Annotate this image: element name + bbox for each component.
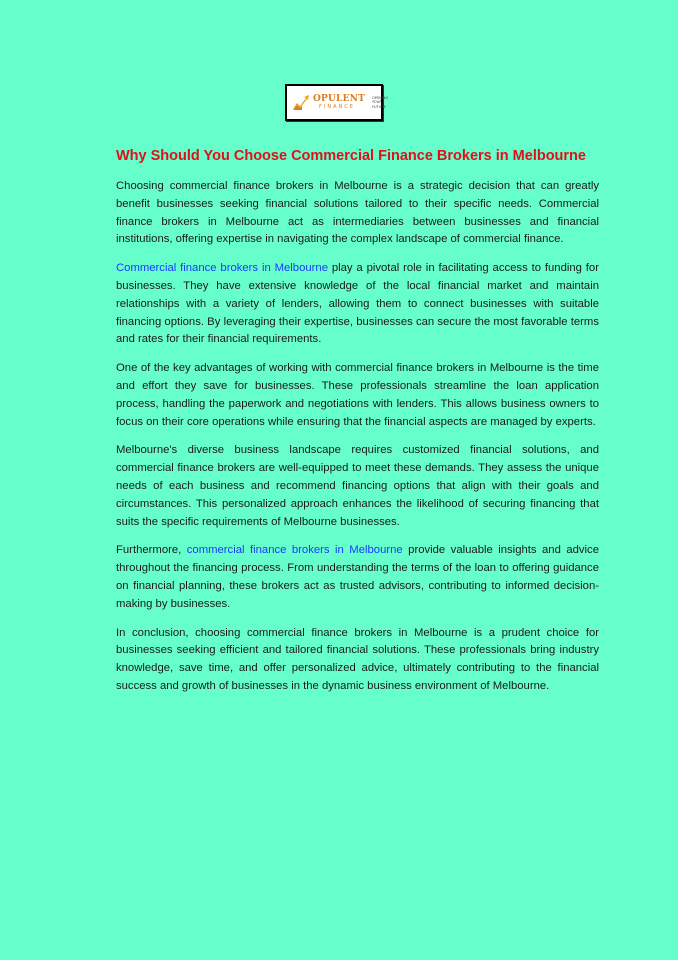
- paragraph-conclusion: In conclusion, choosing commercial finance brokers in Melbourne is a prudent choice for businesses seeking efficient and tailored financial solutions. These professionals bring industry knowledge, save time, and offer personalized advice, ultimately contributing to the financial success and growth of businesses in the dynamic business environment of Melbourne.: [116, 626, 599, 692]
- article-body: [116, 146, 599, 707]
- paragraph-intro: Choosing commercial finance brokers in Melbourne is a strategic decision that can greatly benefit businesses seeking financial solutions tailored to their specific needs. Commercial finance brokers in Melbourne act as intermediaries between businesses and financial institutions, offering expertise in navigating the complex landscape of commercial finance.: [116, 180, 599, 246]
- logo-wordmark: [313, 95, 365, 110]
- paragraph-role-text: play a pivotal role in facilitating access to funding for businesses. They have extensive knowledge of the local financial market and maintain relationships with a variety of lenders, allowing them to connect businesses with suitable financing options. By leveraging their expertise, businesses can secure the most favorable terms and rates for their financial requirements.: [116, 262, 599, 346]
- logo-subname: FINANCE: [319, 104, 355, 110]
- logo-tagline: [372, 96, 388, 109]
- growth-arrow-icon: [291, 93, 311, 113]
- paragraph-advantages: One of the key advantages of working with commercial finance brokers in Melbourne is the time and effort they save for businesses. These professionals streamline the loan application process, handling the paperwork and negotiations with lenders. This allows business owners to focus on their core operations while ensuring that the financial aspects are managed by experts.: [116, 362, 599, 428]
- logo-tagline-line: YOUR: [371, 100, 382, 105]
- article-title: Why Should You Choose Commercial Finance Brokers in Melbourne: [116, 148, 586, 164]
- logo-tagline-line: FUTURE: [371, 104, 386, 109]
- company-logo[interactable]: [285, 84, 389, 121]
- logo-name: OPULENT: [313, 94, 365, 104]
- paragraph-landscape: Melbourne's diverse business landscape requires customized financial solutions, and commercial finance brokers are well-equipped to meet these demands. They assess the unique needs of each business and recommend financing options that align with their goals and circumstances. This personalized approach enhances the likelihood of securing financing that suits the specific requirements of Melbourne businesses.: [116, 444, 599, 528]
- logo-tagline-line: OPENING: [371, 95, 389, 100]
- paragraph-insights: [116, 542, 599, 613]
- brokers-link[interactable]: commercial finance brokers in Melbourne: [186, 544, 403, 557]
- brokers-link[interactable]: Commercial finance brokers in Melbourne: [116, 262, 328, 275]
- paragraph-role: [116, 260, 599, 349]
- paragraph-insights-lead: Furthermore,: [116, 544, 187, 557]
- paragraph-insights-text: provide valuable insights and advice throughout the financing process. From understanding the terms of the loan to offering guidance on financial planning, these brokers act as trusted advisors, contributing to informed decision-making by businesses.: [116, 544, 599, 610]
